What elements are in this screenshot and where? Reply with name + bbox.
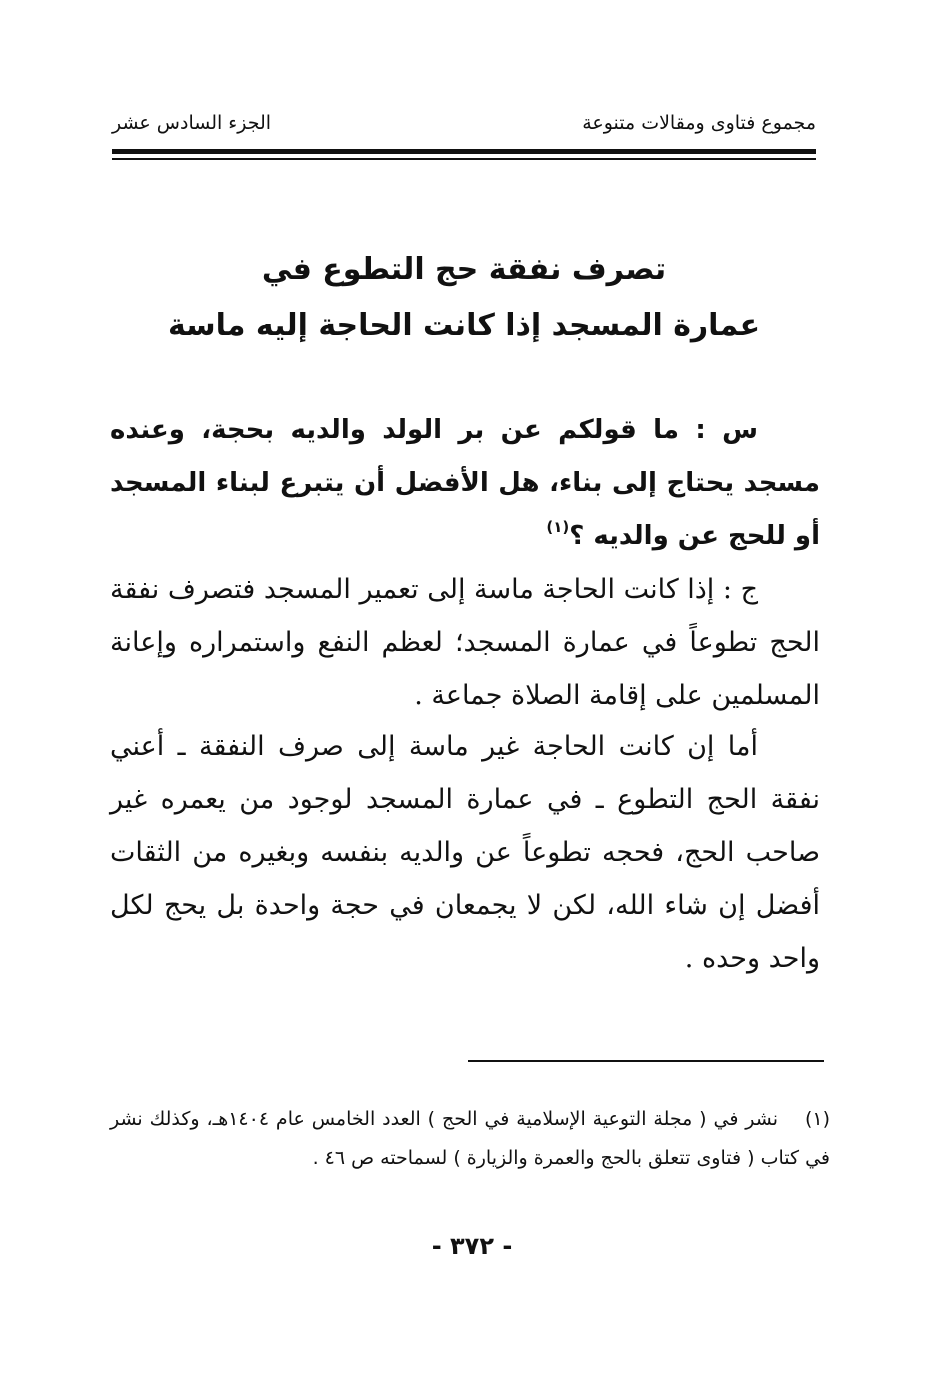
page-number: - ٣٧٢ - — [431, 1232, 513, 1260]
answer-paragraph — [110, 563, 820, 722]
question-paragraph — [110, 404, 820, 563]
header-rule-thin — [112, 158, 816, 160]
footnote — [110, 1100, 830, 1178]
answer-text: ج : إذا كانت الحاجة ماسة إلى تعمير المسجد فتصرف نفقة الحج تطوعاً في عمارة المسجد؛ لعظم النفع واستمراره وإعانة المسلمين على إقامة الصلاة جماعة . — [110, 574, 820, 711]
running-header — [112, 112, 816, 142]
footnote-separator — [468, 1060, 824, 1062]
footnote-text: نشر في ( مجلة التوعية الإسلامية في الحج ) العدد الخامس عام ١٤٠٤هـ، وكذلك نشر في كتاب ( فتاوى تتعلق بالحج والعمرة والزيارة ) لسماحته ص ٤٦ . — [110, 1108, 830, 1169]
question-text: س : ما قولكم عن بر الولد والديه بحجة، وعنده مسجد يحتاج إلى بناء، هل الأفضل أن يتبرع لبناء المسجد أو للحج عن والديه ؟ — [110, 415, 820, 551]
title-line-1: تصرف نفقة حج التطوع في — [261, 252, 667, 287]
book-title: مجموع فتاوى ومقالات متنوعة — [582, 112, 816, 134]
volume-label: الجزء السادس عشر — [112, 112, 272, 134]
second-paragraph — [110, 720, 820, 985]
title-line-2: عمارة المسجد إذا كانت الحاجة إليه ماسة — [167, 308, 761, 343]
footnote-reference[interactable]: (١) — [546, 518, 570, 536]
header-rule-thick — [112, 149, 816, 154]
article-title — [112, 242, 816, 354]
second-paragraph-text: أما إن كانت الحاجة غير ماسة إلى صرف النفقة ـ أعني نفقة الحج التطوع ـ في عمارة المسجد لوجود من يعمره غير صاحب الحج، فحجه تطوعاً عن والديه بنفسه وبغيره من الثقات أفضل إن شاء الله، لكن لا يجمعان في حجة واحدة بل يحج لكل واحد وحده . — [110, 731, 820, 974]
footnote-number: (١) — [804, 1108, 831, 1130]
